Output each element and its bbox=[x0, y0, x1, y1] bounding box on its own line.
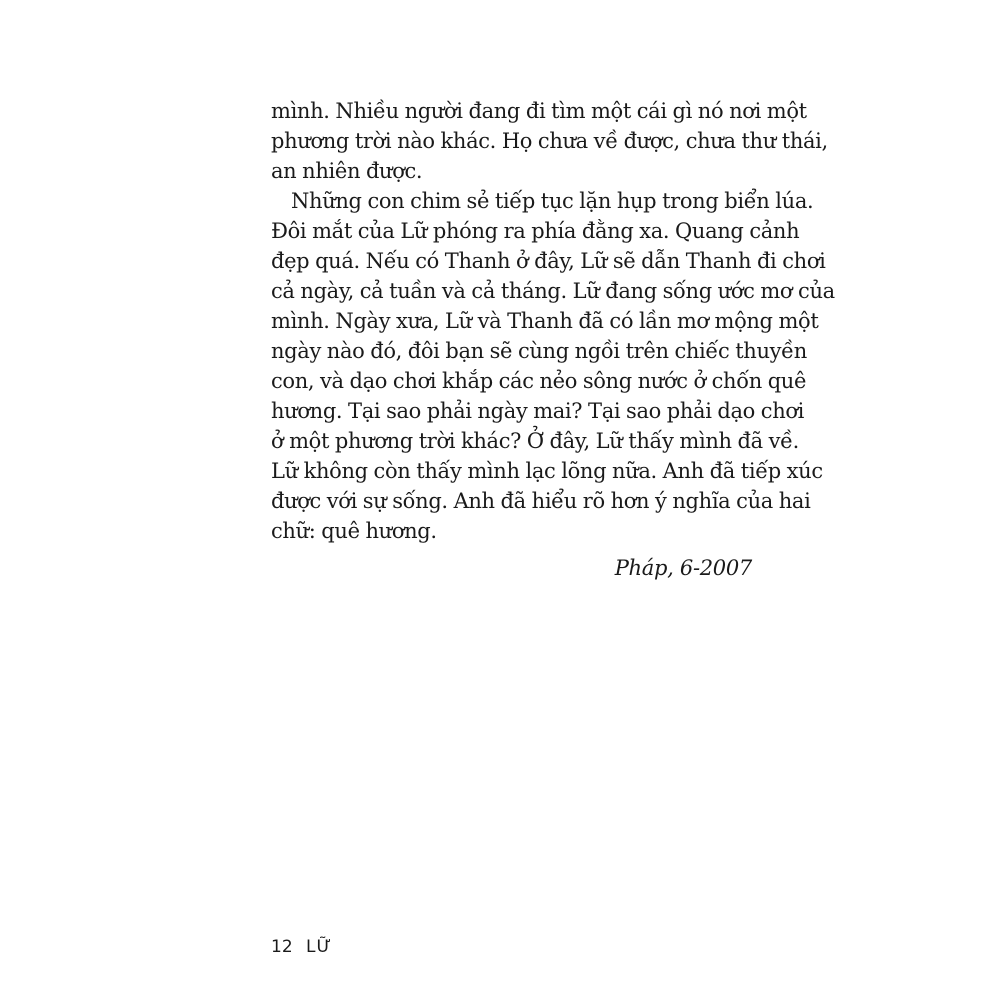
page-footer bbox=[271, 936, 332, 958]
text-line: Những con chim sẻ tiếp tục lặn hụp trong biển lúa. bbox=[291, 189, 814, 213]
text-line: mình. Ngày xưa, Lữ và Thanh đã có lần mơ mộng một bbox=[271, 309, 819, 333]
text-line: được với sự sống. Anh đã hiểu rõ hơn ý nghĩa của hai bbox=[271, 489, 811, 513]
text-line: Đôi mắt của Lữ phóng ra phía đằng xa. Quang cảnh bbox=[271, 219, 800, 243]
text-line: ngày nào đó, đôi bạn sẽ cùng ngồi trên chiếc thuyền bbox=[271, 339, 807, 363]
running-title: LỮ bbox=[306, 937, 333, 957]
text-line: mình. Nhiều người đang đi tìm một cái gì nó nơi một bbox=[271, 99, 807, 123]
body-text bbox=[271, 96, 835, 546]
text-line: chữ: quê hương. bbox=[271, 519, 437, 543]
place-date-signature: Pháp, 6-2007 bbox=[614, 556, 752, 580]
text-line: cả ngày, cả tuần và cả tháng. Lữ đang sống ước mơ của bbox=[271, 279, 835, 303]
text-line: hương. Tại sao phải ngày mai? Tại sao phải dạo chơi bbox=[271, 399, 805, 423]
text-line: Lữ không còn thấy mình lạc lõng nữa. Anh đã tiếp xúc bbox=[271, 459, 823, 483]
page-number: 12 bbox=[271, 937, 293, 957]
text-line: phương trời nào khác. Họ chưa về được, chưa thư thái, bbox=[271, 129, 828, 153]
text-line: đẹp quá. Nếu có Thanh ở đây, Lữ sẽ dẫn Thanh đi chơi bbox=[271, 249, 826, 273]
text-line: an nhiên được. bbox=[271, 159, 423, 183]
text-line: con, và dạo chơi khắp các nẻo sông nước ở chốn quê bbox=[271, 369, 807, 393]
text-line: ở một phương trời khác? Ở đây, Lữ thấy mình đã về. bbox=[271, 429, 799, 453]
